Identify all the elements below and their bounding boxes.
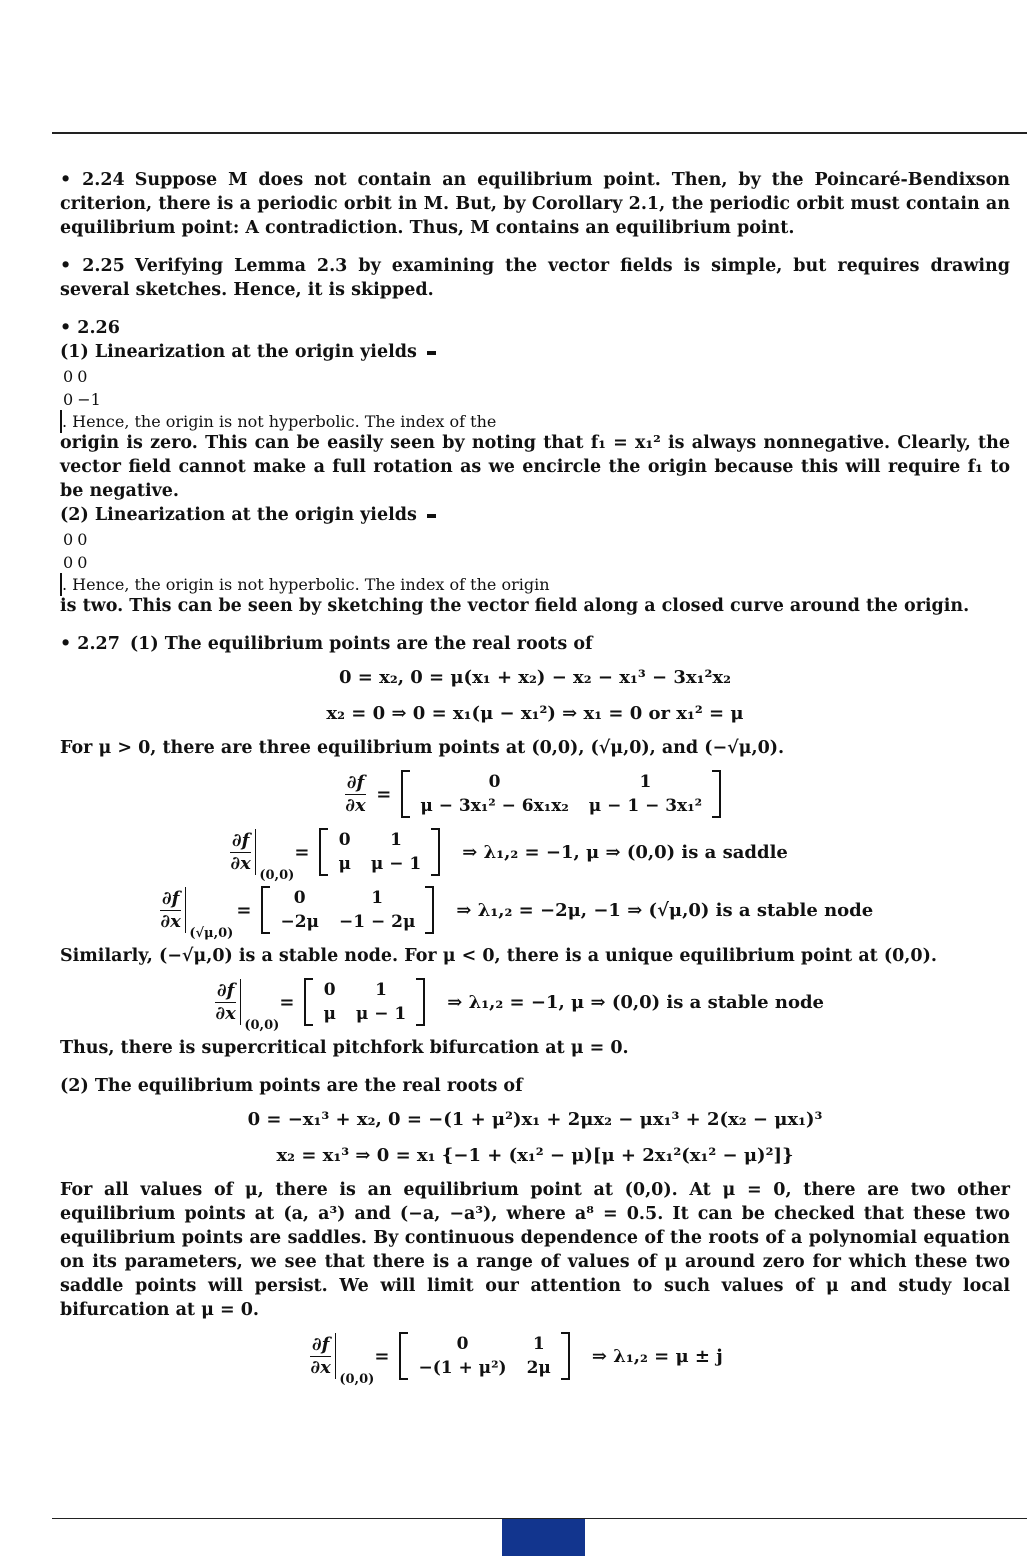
jacobian-at-origin: $\frac{\partial f}{\partial x}$ (0,0) = 0 1 μ μ − 1 ⇒ λ₁,₂ = −1, μ ⇒ (0,0) is a saddle xyxy=(230,829,788,883)
section-2-25 xyxy=(60,254,1010,302)
jacobian-at-origin-negative-mu: $\frac{\partial f}{\partial x}$ (0,0) = 0 1 μ μ − 1 ⇒ λ₁,₂ = −1, μ ⇒ (0,0) is a stable node xyxy=(215,979,824,1033)
page-footer-tab xyxy=(502,1519,585,1556)
result-eigenvalues: ⇒ λ₁,₂ = μ ± j xyxy=(591,1345,723,1367)
text-similarly: Similarly, (−√μ,0) is a stable node. For μ < 0, there is a unique equilibrium point at (0,0). xyxy=(60,946,937,966)
equation-2: x₂ = 0 ⇒ 0 = x₁(μ − x₁²) ⇒ x₁ = 0 or x₁² = μ xyxy=(326,703,744,724)
matrix-linearization-1 xyxy=(427,351,436,355)
section-text: Verifying Lemma 2.3 by examining the vector fields is simple, but requires drawing several sketches. Hence, it is skipped. xyxy=(60,256,1010,300)
part1-tail: . Hence, the origin is not hyperbolic. The index of the xyxy=(62,412,497,431)
intro-text: (1) The equilibrium points are the real roots of xyxy=(129,634,593,654)
equation-3: 0 = −x₁³ + x₂, 0 = −(1 + μ²)x₁ + 2μx₂ − μx₁³ + 2(x₂ − μx₁)³ xyxy=(247,1109,823,1130)
jacobian-general: $\frac{\partial f}{\partial x}$ = 0 1 μ − 3x₁² − 6x₁x₂ μ − 1 − 3x₁² xyxy=(60,770,1010,818)
text-pitchfork: Thus, there is supercritical pitchfork bifurcation at μ = 0. xyxy=(60,1038,629,1058)
result-origin-stable: ⇒ λ₁,₂ = −1, μ ⇒ (0,0) is a stable node xyxy=(447,991,824,1013)
section-2-26-part2-cont: is two. This can be seen by sketching the vector field along a closed curve around the origin. xyxy=(60,596,970,616)
jacobian-at-sqrt-mu: $\frac{\partial f}{\partial x}$ (√μ,0) = 0 1 −2μ −1 − 2μ ⇒ λ₁,₂ = −2μ, −1 ⇒ (√μ,0) is a stable node xyxy=(160,887,874,941)
part2-intro: (2) The equilibrium points are the real roots of xyxy=(60,1076,523,1096)
matrix-jacobian-origin: 0 1 μ μ − 1 xyxy=(319,828,440,876)
jacobian-final: $\frac{\partial f}{\partial x}$ (0,0) = 0 1 −(1 + μ²) 2μ ⇒ λ₁,₂ = μ ± j xyxy=(310,1333,723,1387)
section-number: • 2.27 xyxy=(60,634,120,654)
matrix-jacobian-origin-b: 0 1 μ μ − 1 xyxy=(304,978,425,1026)
section-number: • 2.24 xyxy=(60,170,125,190)
part2-lead: (2) Linearization at the origin yields xyxy=(60,505,417,525)
result-origin-saddle: ⇒ λ₁,₂ = −1, μ ⇒ (0,0) is a saddle xyxy=(462,841,788,863)
part1-lead: (1) Linearization at the origin yields xyxy=(60,342,417,362)
section-number: • 2.25 xyxy=(60,256,125,276)
section-text: Suppose M does not contain an equilibrium point. Then, by the Poincaré-Bendixson criterion, there is a periodic orbit in M. But, by Corollary 2.1, the periodic orbit must contain an equilibrium point: A contradiction. Thus, M contains an equilibrium point. xyxy=(60,170,1010,238)
result-sqrt-mu-stable: ⇒ λ₁,₂ = −2μ, −1 ⇒ (√μ,0) is a stable node xyxy=(456,899,874,921)
section-2-26-part1 xyxy=(60,340,1010,364)
section-2-26-part2 xyxy=(60,503,1010,527)
page-content: • 2.24 Suppose M does not contain an equilibrium point. Then, by the Poincaré-Bendixson criterion, there is a periodic orbit in M. But, by Corollary 2.1, the periodic orbit must contain an equilibrium point: A contradiction. Thus, M contains an equilibrium point. • 2.25 Verifying Lemma 2.3 by examining the vector fields is simple, but requires drawing several sketches. Hence, it is skipped. • 2.26 (1) Linearization at the origin yields 0 0 0 −1 . Hence, the origin is not hyperbolic. The index of the origin is zero. This can be easily seen by noting that f₁ = x₁² is always nonnegative. Clearly, the vector field cannot make a full rotation as we encircle the origin because this will require f₁ to be negative. (2) Linearization at the origin yields 0 0 0 0 . Hence, the origin is not hyperbolic. The index of the origin is two. This can be seen by sketching the vector field along a closed curve around the origin. • 2.27 (1) The equilibrium points are the real roots of 0 = x₂, 0 = μ(x₁ + x₂) − x₂ − x₁³ − 3x₁²x₂ x₂ = 0 ⇒ 0 = x₁(μ − x₁²) ⇒ x₁ = 0 or x₁² = μ For μ > 0, there are three equilibrium points at (0,0), (√μ,0), and (−√μ,0). $\frac{\partial f}{\partial x}$ = 0 1 μ − 3x₁² − 6x₁x₂ μ − 1 − 3x₁² $\frac{\partial f}{\partial x}$ (0,0) = 0 1 μ μ − 1 ⇒ λ₁,₂ = −1, μ ⇒ (0,0) is a saddle $\frac{\partial f}{\partial x}$ (√μ,0) = 0 1 −2μ −1 − 2μ ⇒ λ₁,₂ = −2μ, −1 ⇒ (√μ,0) is a stable node Similarly, (−√μ,0) is a stable node. For μ < 0, there is a unique equilibrium point at (0,0). $\frac{\partial f}{\partial x}$ (0,0) = 0 1 μ μ − 1 ⇒ λ₁,₂ = −1, μ ⇒ (0,0) is a stable node Thus, there is supercritical pitchfork bifurcation at μ = 0. (2) The equilibrium points are the real roots of 0 = −x₁³ + x₂, 0 = −(1 + μ²)x₁ + 2μx₂ − μx₁³ + 2(x₂ − μx₁)³ x₂ = x₁³ ⇒ 0 = x₁ {−1 + (x₁² − μ)[μ + 2x₁²(x₁² − μ)²]} For all values of μ, there is an equilibrium point at (0,0). At μ = 0, there are two other equilibrium points at (a, a³) and (−a, −a³), where a⁸ = 0.5. It can be checked that these two equilibrium points are saddles. By continuous dependence of the roots of a polynomial equation on its parameters, we see that there is a range of values of μ around zero for which these two saddle points will persist. We will limit our attention to such values of μ and study local bifurcation at μ = 0. $\frac{\partial f}{\partial x}$ (0,0) = 0 1 −(1 + μ²) 2μ ⇒ λ₁,₂ = μ ± j xyxy=(60,170,1010,1387)
matrix-jacobian-sqrt-mu: 0 1 −2μ −1 − 2μ xyxy=(261,886,434,934)
section-2-26-part1-cont: origin is zero. This can be easily seen by noting that f₁ = x₁² is always nonnegative. Clearly, the vector field cannot make a full rotation as we encircle the origin because this will require f₁ to be negative. xyxy=(60,433,1010,501)
matrix-linearization-2 xyxy=(427,514,436,518)
section-2-24 xyxy=(60,168,1010,240)
matrix-jacobian-final: 0 1 −(1 + μ²) 2μ xyxy=(399,1332,569,1380)
text-three-equilibria: For μ > 0, there are three equilibrium points at (0,0), (√μ,0), and (−√μ,0). xyxy=(60,738,785,758)
part2-tail: . Hence, the origin is not hyperbolic. The index of the origin xyxy=(62,575,550,594)
header-rule xyxy=(52,132,1027,134)
section-number: • 2.26 xyxy=(60,318,120,338)
equation-1: 0 = x₂, 0 = μ(x₁ + x₂) − x₂ − x₁³ − 3x₁²x₂ xyxy=(338,667,732,688)
matrix-jacobian: 0 1 μ − 3x₁² − 6x₁x₂ μ − 1 − 3x₁² xyxy=(401,770,721,818)
equation-4: x₂ = x₁³ ⇒ 0 = x₁ {−1 + (x₁² − μ)[μ + 2x₁²(x₁² − μ)²]} xyxy=(276,1145,794,1166)
section-2-26-number xyxy=(60,316,1010,340)
text-saddle-persist: For all values of μ, there is an equilibrium point at (0,0). At μ = 0, there are two other equilibrium points at (a, a³) and (−a, −a³), where a⁸ = 0.5. It can be checked that these two equilibrium points are saddles. By continuous dependence of the roots of a polynomial equation on its parameters, we see that there is a range of values of μ around zero for which these two saddle points will persist. We will limit our attention to such values of μ and study local bifurcation at μ = 0. xyxy=(60,1180,1010,1320)
section-2-27-intro xyxy=(60,632,1010,656)
